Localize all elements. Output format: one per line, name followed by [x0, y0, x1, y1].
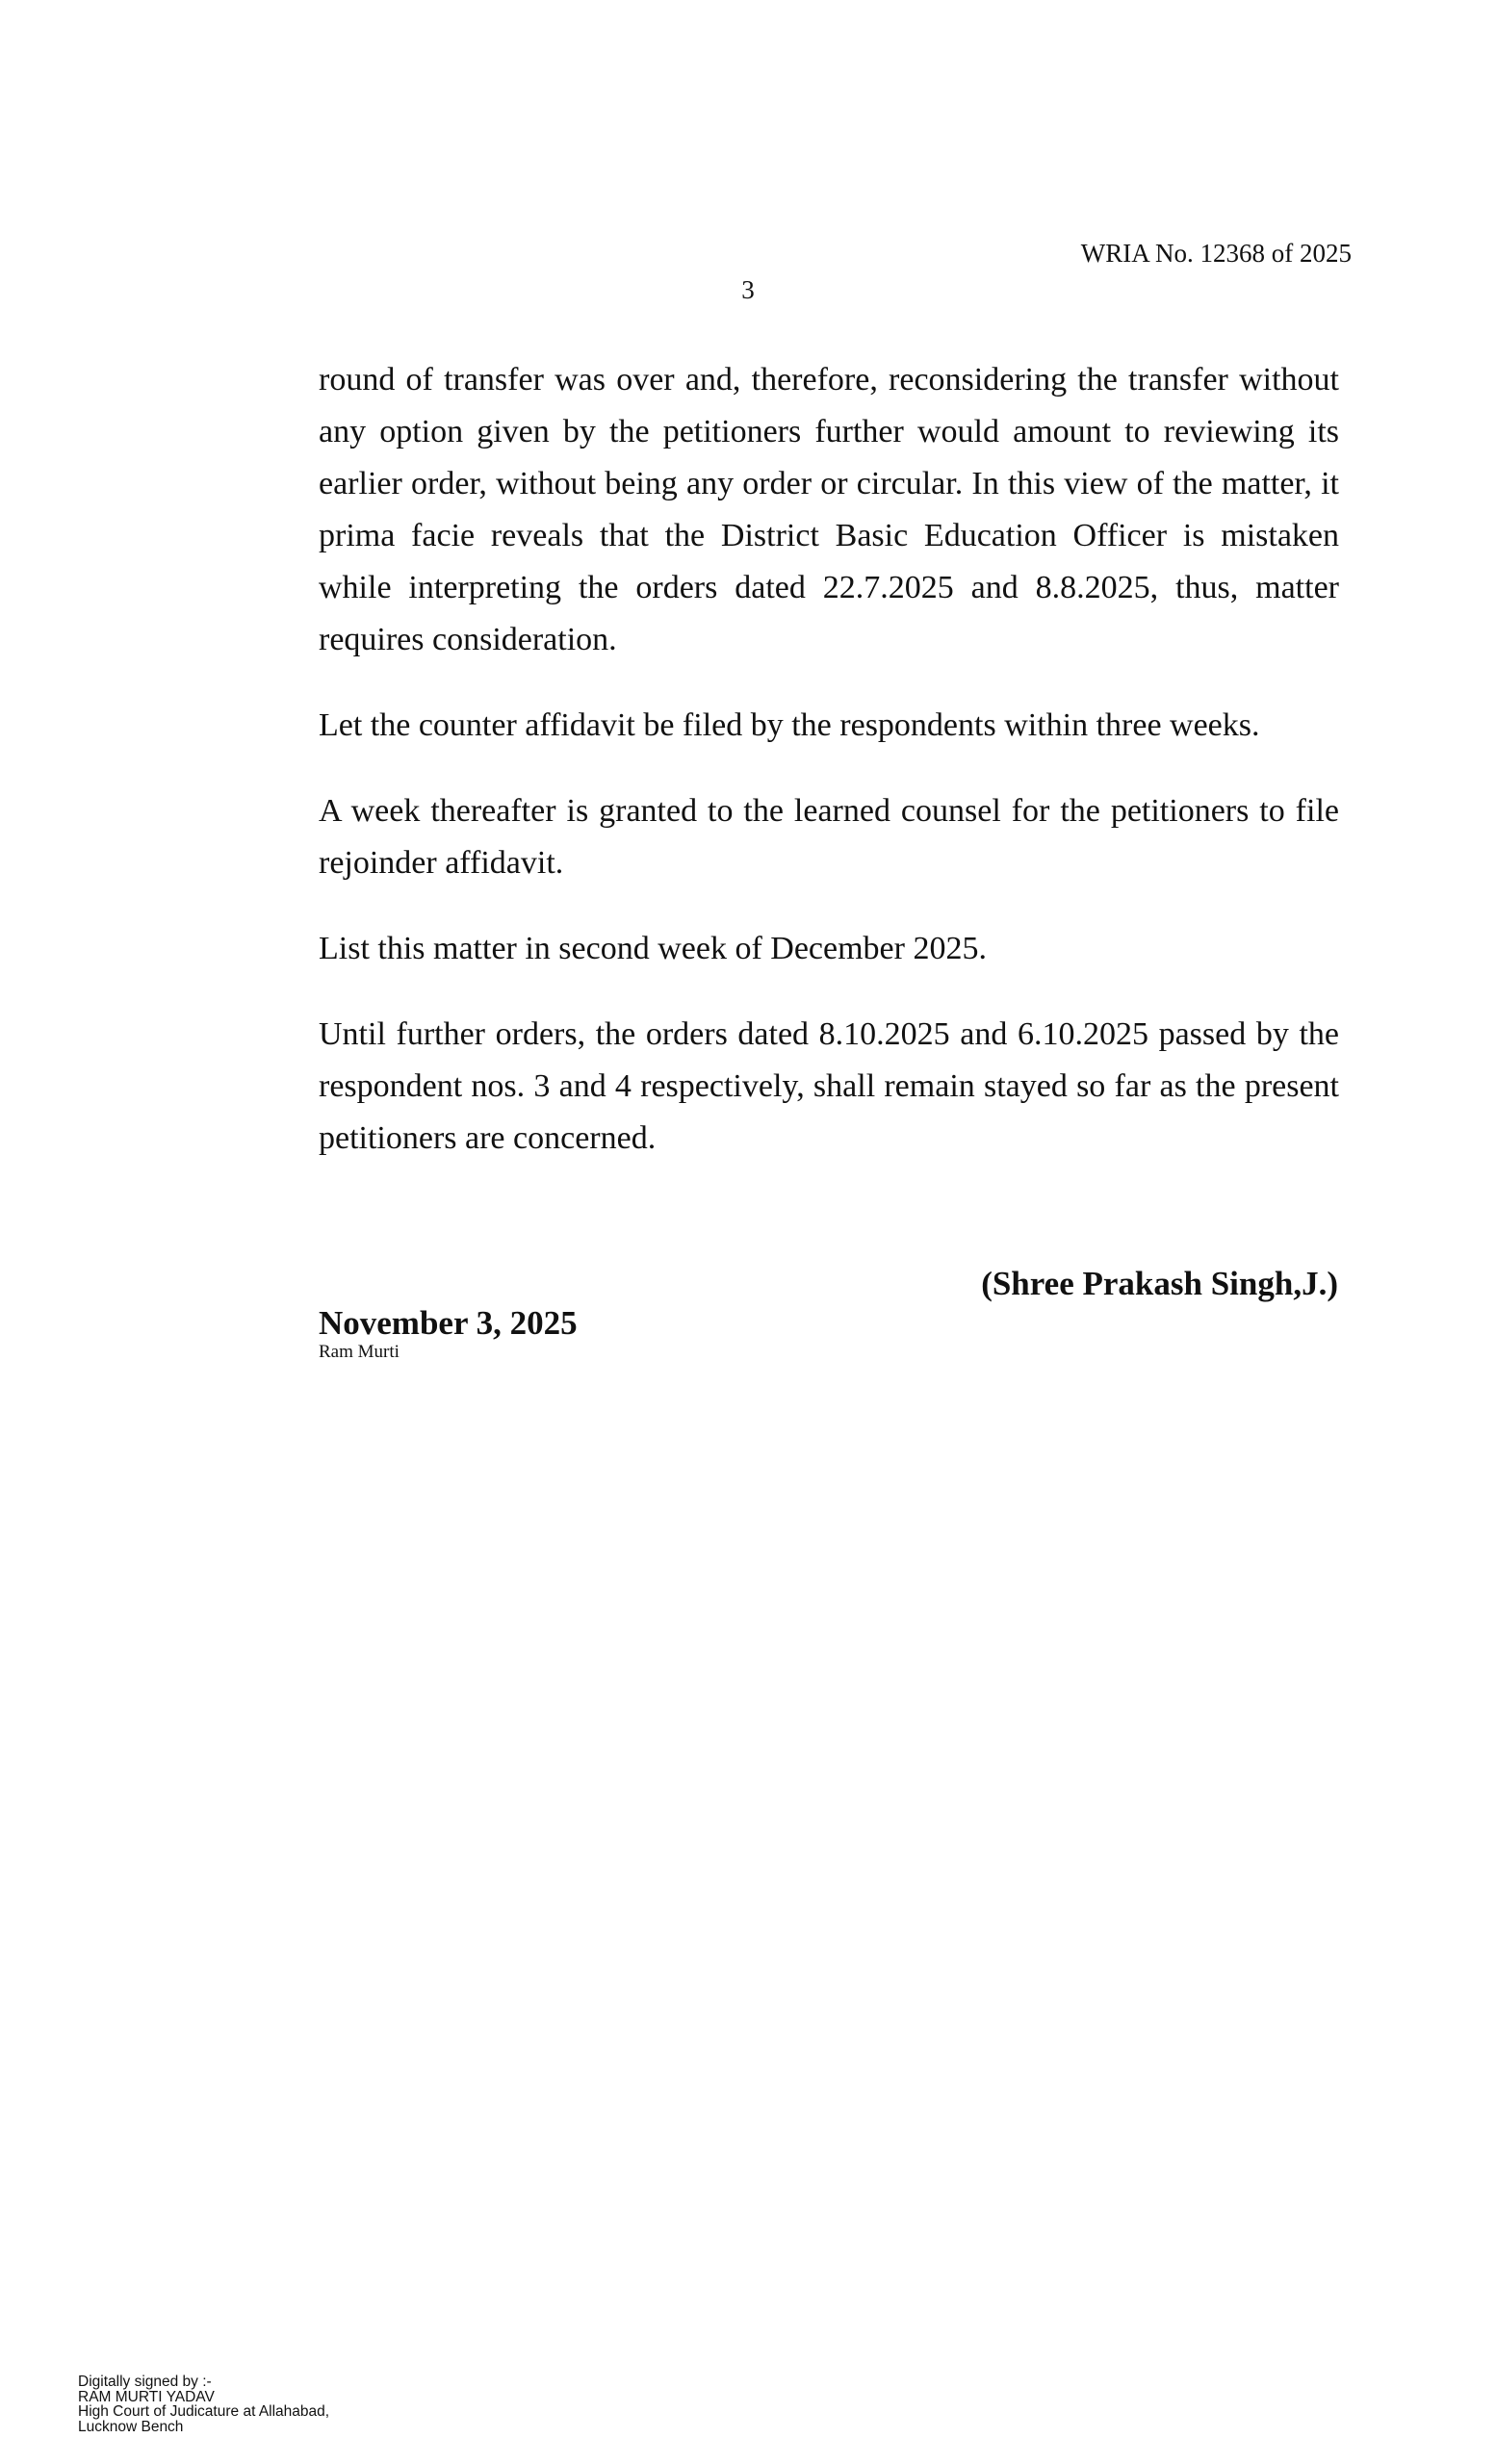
- digital-signature-court: High Court of Judicature at Allahabad,: [78, 2403, 330, 2420]
- paragraph-1: round of transfer was over and, therefore, reconsidering the transfer without any option given by the petitioners further would amount to reviewing its earlier order, without being any order or circular. In this view of the matter, it prima facie reveals that the District Basic Education Officer is mistaken while interpreting the orders dated 22.7.2025 and 8.8.2025, thus, matter requires consideration.: [319, 362, 1339, 657]
- paragraph-5: Until further orders, the orders dated 8.10.2025 and 6.10.2025 passed by the respondent nos. 3 and 4 respectively, shall remain stayed so far as the present petitioners are concerned.: [319, 1016, 1339, 1156]
- digital-signature-block: [78, 2374, 329, 2434]
- judge-signature: (Shree Prakash Singh,J.): [981, 1265, 1338, 1302]
- paragraph-3: A week thereafter is granted to the learned counsel for the petitioners to file rejoinder affidavit.: [319, 793, 1339, 881]
- stenographer-initials: Ram Murti: [319, 1342, 400, 1362]
- order-body: [319, 354, 1339, 1198]
- case-number: WRIA No. 12368 of 2025: [1080, 239, 1352, 268]
- page-number: 3: [741, 275, 755, 304]
- paragraph-4: List this matter in second week of December 2025.: [319, 931, 987, 966]
- order-date: November 3, 2025: [319, 1304, 578, 1342]
- digital-signature-signer: RAM MURTI YADAV: [78, 2388, 215, 2405]
- digital-signature-line: Digitally signed by :-: [78, 2374, 212, 2390]
- paragraph-2: Let the counter affidavit be filed by the respondents within three weeks.: [319, 707, 1260, 743]
- digital-signature-bench: Lucknow Bench: [78, 2418, 184, 2435]
